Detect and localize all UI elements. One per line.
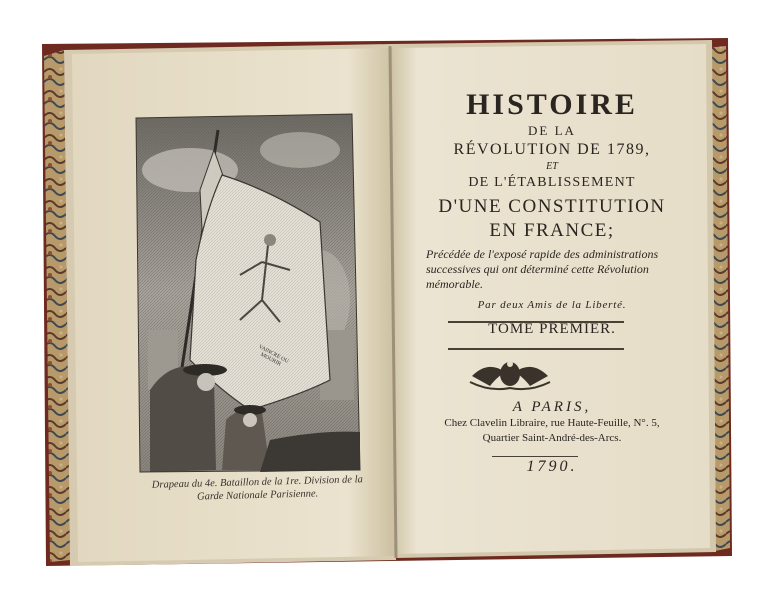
rule-above-tome: [448, 321, 624, 323]
title-line-1: DE LA: [528, 123, 576, 138]
imprint-place: A PARIS,: [512, 399, 592, 415]
imprint-year: 1790.: [526, 458, 578, 475]
flag-inscription: VAINCRE OU MOURIR: [257, 343, 290, 368]
book-authors: Par deux Amis de la Liberté.: [477, 299, 627, 311]
title-line-2: RÉVOLUTION DE 1789,: [453, 141, 651, 158]
title-line-4: D'UNE CONSTITUTION: [438, 196, 666, 217]
imprint-publisher: Chez Clavelin Libraire, rue Haute-Feuille, N°. 5,: [444, 417, 660, 429]
title-line-3: DE L'ÉTABLISSEMENT: [468, 175, 636, 190]
imprint-address: Quartier Saint-André-des-Arcs.: [482, 432, 622, 444]
rule-below-tome: [448, 348, 624, 350]
tome-label: TOME PREMIER.: [488, 321, 616, 337]
title-page: [402, 86, 702, 478]
book-description: Précédée de l'exposé rapide des administrations successives qui ont déterminé cette Révolution mémorable.: [426, 247, 659, 291]
title-line-5: EN FRANCE;: [489, 220, 615, 241]
title-et: ET: [546, 161, 558, 172]
book-title: HISTOIRE: [466, 88, 638, 121]
ornament-space: [402, 342, 702, 398]
frontispiece-caption: Drapeau du 4e. Bataillon de la 1re. Division de la Garde Nationale Parisienne.: [151, 474, 363, 503]
frontispiece-engraving: [136, 114, 360, 472]
rule-above-year: [492, 456, 578, 457]
